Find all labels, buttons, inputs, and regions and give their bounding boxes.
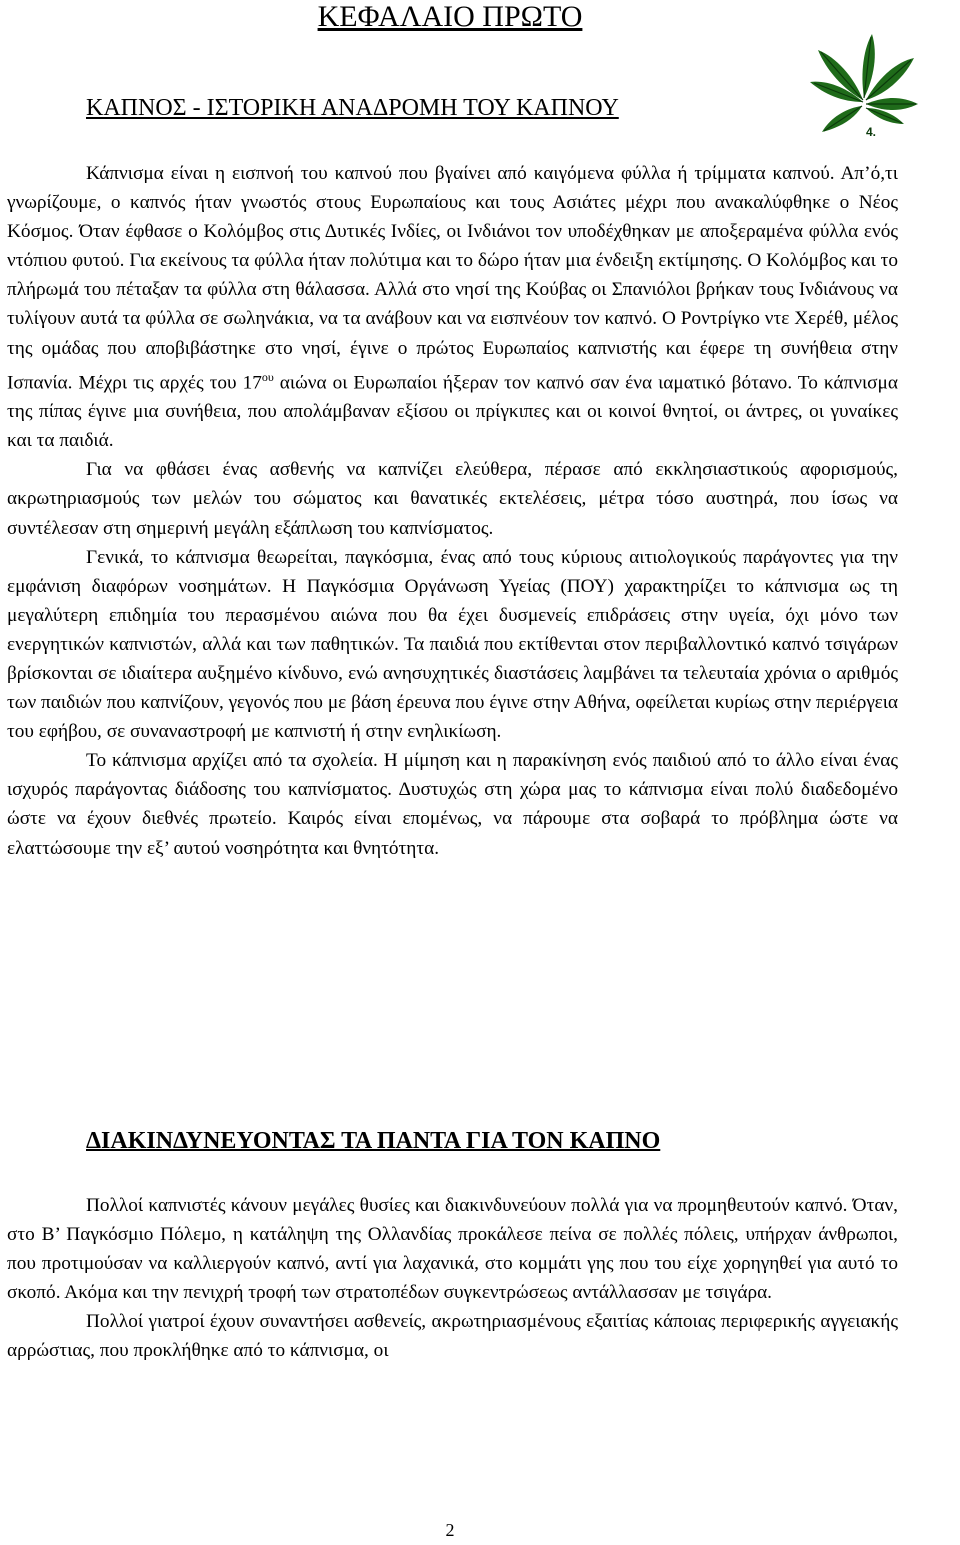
page-number: 2 xyxy=(445,1520,455,1540)
paragraph: Κάπνισμα είναι η εισπνοή του καπνού που βγαίνει από καιγόμενα φύλλα ή τρίμματα καπνού. Απ’ό,τι γνωρίζουμε, ο καπνός ήταν γνωστός στους Ευρωπαίους και τους Ασιάτες μέχρι που ανακαλύφθηκε ο Νέος Κόσμος. Όταν έφθασε ο Κολόμβος στις Δυτικές Ινδίες, οι Ινδιάνοι τον υποδέχθηκαν με αποξεραμένα φύλλα ενός ντόπιου φυτού. Για εκείνους τα φύλλα ήταν πολύτιμα και το δώρο ήταν μια ένδειξη εκτίμησης. Ο Κολόμβος και το πλήρωμά του πέταξαν τα φύλλα στη θάλασσα. Αλλά στο νησί της Κούβας οι Σπανιόλοι βρήκαν τους Ινδιάνους να τυλίγουν αυτά τα φύλλα σε σωληνάκια, να τα ανάβουν και να εισπνέουν τον καπνό. Ο Ροντρίγκο ντε Χερέθ, μέλος της ομάδας που αποβιβάστηκε στο νησί, έγινε ο πρώτος Ευρωπαίος καπνιστής και έφερε τη συνήθεια στην Ισπανία. Μέχρι τις αρχές του $17^{o\upsilon}$ αιώνα οι Ευρωπαίοι ήξεραν τον καπνό σαν ένα ιαματικό βότανο. Το κάπνισμα της πίπας έγινε μια συνήθεια, που απολάμβαναν εξίσου οι πρίγκιπες και οι κοινοί θνητοί, οι άντρες, οι γυναίκες και τα παιδιά. xyxy=(7,163,898,452)
paragraph: Γενικά, το κάπνισμα θεωρείται, παγκόσμια, ένας από τους κύριους αιτιολογικούς παράγοντες για την εμφάνιση διαφόρων νοσημάτων. Η Παγκόσμια Οργάνωση Υγείας (ΠΟΥ) χαρακτηρίζει το κάπνισμα ως τη μεγαλύτερη επιδημία του περασμένου αιώνα που θα έχει δυσμενείς επιδράσεις στην υγεία, όχι μόνο των ενεργητικών καπνιστών, αλλά και των παθητικών. Τα παιδιά που εκτίθενται στον περιβαλλοντικό καπνό τσιγάρων βρίσκονται σε ιδιαίτερα αυξημένο κίνδυνο, ενώ ανησυχητικές διαστάσεις λαμβάνει τα τελευταία χρόνια ο αριθμός των παιδιών που καπνίζουν, γεγονός που με βάση έρευνα που έγινε στην Αθήνα, οφείλεται κυρίως στην περιέργεια του εφήβου, σε συναναστροφή με καπνιστή ή στην ενηλικίωση. xyxy=(7,546,898,743)
tobacco-leaf-logo xyxy=(806,32,920,142)
section-title-history: ΚΑΠΝΟΣ - ΙΣΤΟΡΙΚΗ ΑΝΑΔΡΟΜΗ ΤΟΥ ΚΑΠΝΟΥ xyxy=(86,95,619,121)
superscript-ordinal: ου xyxy=(261,369,274,384)
section-body-history xyxy=(7,159,898,863)
paragraph: Πολλοί γιατροί έχουν συναντήσει ασθενείς, ακρωτηριασμένους εξαιτίας κάποιας περιφερικής αγγειακής αρρώστιας, που προκλήθηκε από το κάπνισμα, οι xyxy=(7,1311,898,1362)
leaf-top xyxy=(862,34,874,98)
paragraph: Πολλοί καπνιστές κάνουν μεγάλες θυσίες και διακινδυνεύουν πολλά για να προμηθευτούν καπνό. Όταν, στο Β’ Παγκόσμιο Πόλεμο, η κατάληψη της Ολλανδίας προκάλεσε πείνα σε πολλές πόλεις, υπήρχαν άνθρωποι, που προτιμούσαν να καλλιεργούν καπνό, αντί για λαχανικά, στο κομμάτι γης που του είχε χορηγηθεί για αυτό το σκοπό. Ακόμα και την πενιχρή τροφή των στρατοπέδων συγκεντρώσεως αντάλλασσαν με τσιγάρα. xyxy=(7,1195,898,1304)
logo-caption: 4. xyxy=(866,125,877,139)
section-body-risk xyxy=(7,1191,898,1366)
paragraph: Για να φθάσει ένας ασθενής να καπνίζει ελεύθερα, πέρασε από εκκλησιαστικούς αφορισμούς, ακρωτηριασμούς των μελών του σώματος και θανατικές εκτελέσεις, μέτρα τόσο αυστηρά, που ίσως να συντέλεσαν στη σημερινή μεγάλη εξάπλωση του καπνίσματος. xyxy=(7,459,898,539)
section-title-risk: ΔΙΑΚΙΝΔΥΝΕΥΟΝΤΑΣ ΤΑ ΠΑΝΤΑ ΓΙΑ ΤΟΝ ΚΑΠΝΟ xyxy=(86,1128,661,1154)
tobacco-leaf-icon xyxy=(806,32,920,142)
chapter-title: ΚΕΦΑΛΑΙΟ ΠΡΩΤΟ xyxy=(317,0,583,33)
paragraph: Το κάπνισμα αρχίζει από τα σχολεία. Η μίμηση και η παρακίνηση ενός παιδιού από το άλλο είναι ένας ισχυρός παράγοντας διάδοσης του καπνίσματος. Δυστυχώς στη χώρα μας το κάπνισμα είναι πολύ διαδεδομένο ώστε να έχουν διεθνές πρωτείο. Καιρός είναι επομένως, να πάρουμε στα σοβαρά το πρόβλημα ώστε να ελαττώσουμε την εξ’ αυτού νοσηρότητα και θνητότητα. xyxy=(7,750,898,859)
